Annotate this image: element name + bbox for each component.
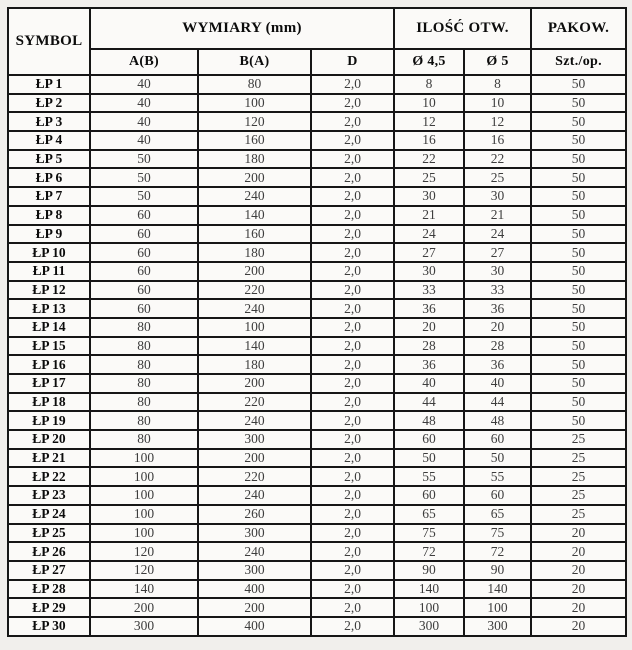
value-cell: 20 [531,561,626,580]
table-row [8,467,626,486]
value-cell: 140 [90,580,198,599]
value-cell: 400 [198,580,311,599]
value-cell: 240 [198,542,311,561]
value-cell: 20 [531,524,626,543]
value-cell: 240 [198,187,311,206]
value-cell: 50 [531,75,626,94]
value-cell: 50 [531,187,626,206]
symbol-cell: ŁP 3 [8,112,90,131]
value-cell: 27 [394,243,464,262]
value-cell: 60 [464,430,531,449]
value-cell: 80 [90,430,198,449]
symbol-cell: ŁP 12 [8,281,90,300]
symbol-cell: ŁP 9 [8,225,90,244]
value-cell: 300 [198,524,311,543]
table-body [8,75,626,636]
column-header-b-a: B(A) [198,49,311,75]
table-row [8,393,626,412]
symbol-cell: ŁP 13 [8,299,90,318]
value-cell: 28 [394,337,464,356]
table-header [8,8,626,75]
table-row [8,243,626,262]
value-cell: 140 [394,580,464,599]
value-cell: 300 [198,561,311,580]
value-cell: 50 [531,206,626,225]
table-row [8,449,626,468]
value-cell: 10 [394,94,464,113]
value-cell: 120 [90,561,198,580]
value-cell: 200 [198,598,311,617]
value-cell: 60 [394,430,464,449]
value-cell: 220 [198,393,311,412]
value-cell: 50 [531,112,626,131]
value-cell: 25 [531,430,626,449]
value-cell: 50 [531,318,626,337]
value-cell: 65 [464,505,531,524]
value-cell: 30 [394,187,464,206]
value-cell: 50 [531,374,626,393]
table-row [8,505,626,524]
value-cell: 60 [90,206,198,225]
value-cell: 90 [464,561,531,580]
table-row [8,598,626,617]
value-cell: 48 [464,411,531,430]
value-cell: 12 [394,112,464,131]
value-cell: 16 [394,131,464,150]
table-row [8,75,626,94]
table-row [8,542,626,561]
value-cell: 80 [90,393,198,412]
symbol-cell: ŁP 27 [8,561,90,580]
value-cell: 20 [531,580,626,599]
value-cell: 36 [394,355,464,374]
value-cell: 240 [198,411,311,430]
value-cell: 140 [198,337,311,356]
value-cell: 10 [464,94,531,113]
value-cell: 140 [464,580,531,599]
table-row [8,94,626,113]
value-cell: 25 [531,486,626,505]
symbol-cell: ŁP 2 [8,94,90,113]
value-cell: 60 [90,281,198,300]
value-cell: 80 [90,411,198,430]
column-header-diameter-5: Ø 5 [464,49,531,75]
value-cell: 25 [464,168,531,187]
symbol-cell: ŁP 5 [8,150,90,169]
value-cell: 100 [464,598,531,617]
value-cell: 50 [531,150,626,169]
symbol-cell: ŁP 22 [8,467,90,486]
value-cell: 90 [394,561,464,580]
value-cell: 180 [198,150,311,169]
value-cell: 20 [394,318,464,337]
value-cell: 44 [394,393,464,412]
value-cell: 140 [198,206,311,225]
value-cell: 20 [464,318,531,337]
value-cell: 220 [198,281,311,300]
value-cell: 160 [198,131,311,150]
symbol-cell: ŁP 4 [8,131,90,150]
value-cell: 60 [464,486,531,505]
value-cell: 100 [198,94,311,113]
value-cell: 50 [531,299,626,318]
value-cell: 200 [90,598,198,617]
value-cell: 160 [198,225,311,244]
table-row [8,299,626,318]
column-group-ilosc-otw: ILOŚĆ OTW. [394,8,531,49]
value-cell: 20 [531,617,626,636]
value-cell: 2,0 [311,598,394,617]
value-cell: 100 [90,505,198,524]
symbol-cell: ŁP 7 [8,187,90,206]
value-cell: 300 [90,617,198,636]
value-cell: 180 [198,355,311,374]
value-cell: 2,0 [311,486,394,505]
value-cell: 200 [198,168,311,187]
value-cell: 33 [394,281,464,300]
value-cell: 65 [394,505,464,524]
symbol-cell: ŁP 28 [8,580,90,599]
value-cell: 300 [394,617,464,636]
value-cell: 22 [394,150,464,169]
value-cell: 100 [90,524,198,543]
symbol-cell: ŁP 20 [8,430,90,449]
value-cell: 240 [198,299,311,318]
value-cell: 40 [464,374,531,393]
value-cell: 12 [464,112,531,131]
value-cell: 20 [531,598,626,617]
value-cell: 2,0 [311,281,394,300]
symbol-cell: ŁP 25 [8,524,90,543]
value-cell: 300 [198,430,311,449]
value-cell: 22 [464,150,531,169]
value-cell: 2,0 [311,430,394,449]
value-cell: 60 [90,299,198,318]
value-cell: 80 [90,374,198,393]
value-cell: 50 [394,449,464,468]
value-cell: 60 [90,243,198,262]
table-row [8,355,626,374]
table-row [8,168,626,187]
value-cell: 50 [531,355,626,374]
value-cell: 50 [531,411,626,430]
value-cell: 200 [198,449,311,468]
symbol-cell: ŁP 8 [8,206,90,225]
column-header-symbol: SYMBOL [8,8,90,75]
value-cell: 50 [90,187,198,206]
value-cell: 400 [198,617,311,636]
value-cell: 2,0 [311,187,394,206]
header-row-groups [8,8,626,49]
value-cell: 2,0 [311,524,394,543]
value-cell: 28 [464,337,531,356]
value-cell: 100 [90,486,198,505]
value-cell: 240 [198,486,311,505]
column-header-diameter-4-5: Ø 4,5 [394,49,464,75]
value-cell: 2,0 [311,112,394,131]
value-cell: 2,0 [311,225,394,244]
value-cell: 50 [531,225,626,244]
value-cell: 2,0 [311,131,394,150]
table-row [8,281,626,300]
table-row [8,374,626,393]
value-cell: 2,0 [311,449,394,468]
value-cell: 2,0 [311,168,394,187]
column-header-szt-op: Szt./op. [531,49,626,75]
table-row [8,561,626,580]
value-cell: 80 [90,337,198,356]
symbol-cell: ŁP 17 [8,374,90,393]
value-cell: 36 [394,299,464,318]
value-cell: 25 [531,449,626,468]
value-cell: 50 [531,281,626,300]
table-row [8,131,626,150]
value-cell: 33 [464,281,531,300]
value-cell: 2,0 [311,561,394,580]
symbol-cell: ŁP 19 [8,411,90,430]
value-cell: 220 [198,467,311,486]
value-cell: 55 [464,467,531,486]
value-cell: 100 [90,467,198,486]
value-cell: 2,0 [311,150,394,169]
table-row [8,617,626,636]
value-cell: 80 [90,355,198,374]
value-cell: 40 [90,112,198,131]
value-cell: 75 [394,524,464,543]
value-cell: 75 [464,524,531,543]
value-cell: 8 [394,75,464,94]
symbol-cell: ŁP 21 [8,449,90,468]
value-cell: 72 [464,542,531,561]
value-cell: 40 [90,75,198,94]
value-cell: 2,0 [311,393,394,412]
symbol-cell: ŁP 30 [8,617,90,636]
value-cell: 50 [90,150,198,169]
value-cell: 200 [198,262,311,281]
value-cell: 40 [90,94,198,113]
value-cell: 80 [90,318,198,337]
value-cell: 2,0 [311,374,394,393]
value-cell: 21 [394,206,464,225]
value-cell: 60 [90,262,198,281]
column-header-d: D [311,49,394,75]
value-cell: 2,0 [311,243,394,262]
value-cell: 30 [464,262,531,281]
symbol-cell: ŁP 24 [8,505,90,524]
value-cell: 25 [531,467,626,486]
value-cell: 48 [394,411,464,430]
value-cell: 44 [464,393,531,412]
table-row [8,580,626,599]
symbol-cell: ŁP 26 [8,542,90,561]
value-cell: 50 [531,168,626,187]
value-cell: 50 [531,337,626,356]
table-row [8,206,626,225]
value-cell: 72 [394,542,464,561]
product-spec-table [7,7,627,637]
table-row [8,187,626,206]
value-cell: 50 [531,262,626,281]
value-cell: 8 [464,75,531,94]
value-cell: 2,0 [311,262,394,281]
value-cell: 50 [531,131,626,150]
value-cell: 36 [464,355,531,374]
table-row [8,262,626,281]
value-cell: 50 [531,243,626,262]
value-cell: 300 [464,617,531,636]
value-cell: 2,0 [311,318,394,337]
symbol-cell: ŁP 23 [8,486,90,505]
value-cell: 25 [394,168,464,187]
value-cell: 100 [90,449,198,468]
column-group-pakow: PAKOW. [531,8,626,49]
value-cell: 50 [90,168,198,187]
value-cell: 27 [464,243,531,262]
value-cell: 2,0 [311,299,394,318]
value-cell: 2,0 [311,75,394,94]
symbol-cell: ŁP 10 [8,243,90,262]
column-header-a-b: A(B) [90,49,198,75]
column-group-wymiary: WYMIARY (mm) [90,8,394,49]
symbol-cell: ŁP 6 [8,168,90,187]
value-cell: 2,0 [311,411,394,430]
value-cell: 25 [531,505,626,524]
value-cell: 40 [394,374,464,393]
value-cell: 55 [394,467,464,486]
value-cell: 21 [464,206,531,225]
table-row [8,524,626,543]
value-cell: 2,0 [311,467,394,486]
value-cell: 200 [198,374,311,393]
value-cell: 2,0 [311,505,394,524]
symbol-cell: ŁP 18 [8,393,90,412]
value-cell: 50 [531,393,626,412]
value-cell: 40 [90,131,198,150]
table-row [8,486,626,505]
value-cell: 2,0 [311,337,394,356]
table-row [8,150,626,169]
value-cell: 2,0 [311,542,394,561]
table-row [8,430,626,449]
value-cell: 16 [464,131,531,150]
symbol-cell: ŁP 29 [8,598,90,617]
value-cell: 120 [90,542,198,561]
symbol-cell: ŁP 14 [8,318,90,337]
value-cell: 80 [198,75,311,94]
symbol-cell: ŁP 16 [8,355,90,374]
value-cell: 50 [531,94,626,113]
value-cell: 30 [394,262,464,281]
value-cell: 24 [394,225,464,244]
value-cell: 2,0 [311,94,394,113]
value-cell: 2,0 [311,206,394,225]
value-cell: 50 [464,449,531,468]
value-cell: 2,0 [311,355,394,374]
table-row [8,225,626,244]
header-row-subcolumns [8,49,626,75]
value-cell: 60 [90,225,198,244]
value-cell: 20 [531,542,626,561]
value-cell: 2,0 [311,580,394,599]
symbol-cell: ŁP 11 [8,262,90,281]
symbol-cell: ŁP 15 [8,337,90,356]
value-cell: 100 [198,318,311,337]
value-cell: 260 [198,505,311,524]
table-row [8,411,626,430]
value-cell: 60 [394,486,464,505]
table-row [8,337,626,356]
symbol-cell: ŁP 1 [8,75,90,94]
value-cell: 180 [198,243,311,262]
table-row [8,112,626,131]
value-cell: 24 [464,225,531,244]
value-cell: 120 [198,112,311,131]
value-cell: 30 [464,187,531,206]
value-cell: 36 [464,299,531,318]
table-row [8,318,626,337]
value-cell: 100 [394,598,464,617]
value-cell: 2,0 [311,617,394,636]
